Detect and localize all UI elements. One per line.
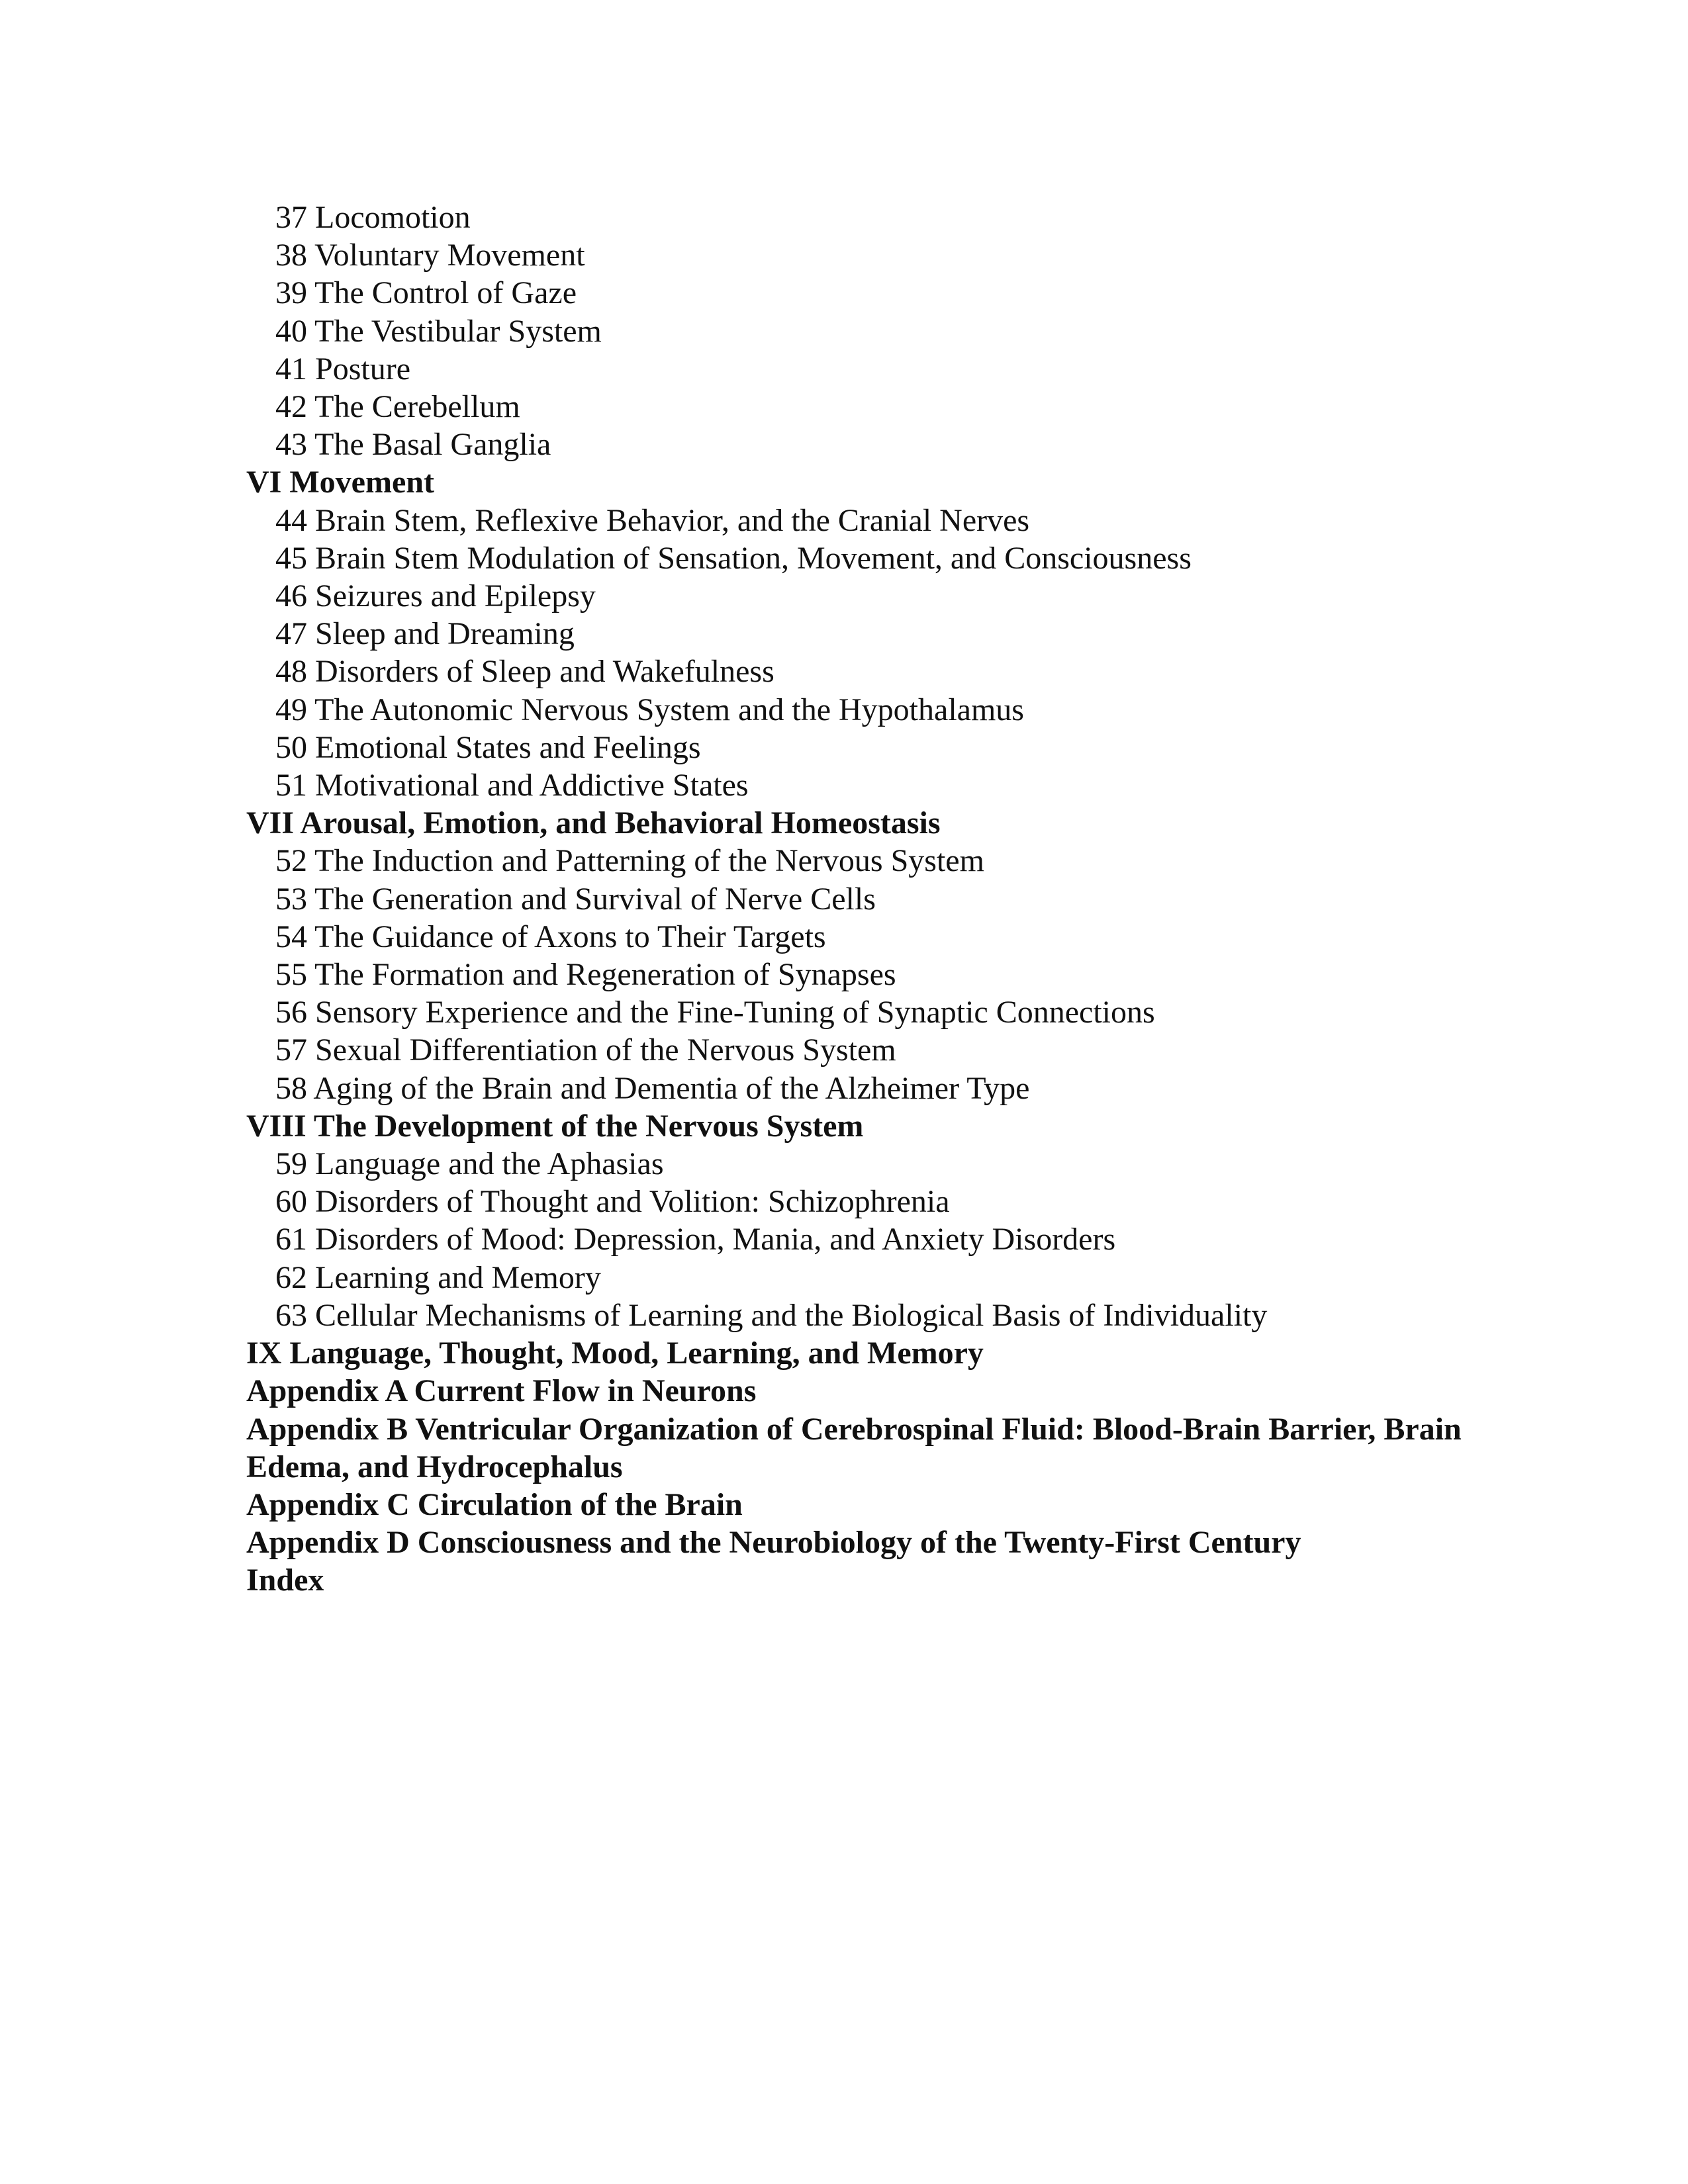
toc-chapter-53: 53 The Generation and Survival of Nerve Cells xyxy=(275,881,876,917)
toc-appendix-a: Appendix A Current Flow in Neurons xyxy=(246,1373,757,1409)
toc-chapter-52: 52 The Induction and Patterning of the Nervous System xyxy=(275,843,984,879)
toc-part-viii: VIII The Development of the Nervous System xyxy=(246,1108,864,1144)
toc-chapter-50: 50 Emotional States and Feelings xyxy=(275,729,701,765)
toc-chapter-40: 40 The Vestibular System xyxy=(275,313,602,349)
toc-chapter-62: 62 Learning and Memory xyxy=(275,1259,601,1295)
toc-chapter-39: 39 The Control of Gaze xyxy=(275,275,577,311)
toc-chapter-60: 60 Disorders of Thought and Volition: Schizophrenia xyxy=(275,1184,950,1220)
toc-part-vi: VI Movement xyxy=(246,465,434,500)
toc-chapter-54: 54 The Guidance of Axons to Their Targets xyxy=(275,919,826,954)
table-of-contents xyxy=(246,199,1504,1600)
toc-part-vii: VII Arousal, Emotion, and Behavioral Homeostasis xyxy=(246,805,941,841)
toc-chapter-37: 37 Locomotion xyxy=(275,200,471,235)
toc-chapter-49: 49 The Autonomic Nervous System and the Hypothalamus xyxy=(275,692,1024,727)
toc-appendix-d: Appendix D Consciousness and the Neurobiology of the Twenty-First Century xyxy=(246,1525,1301,1561)
toc-chapter-45: 45 Brain Stem Modulation of Sensation, Movement, and Consciousness xyxy=(275,540,1192,576)
toc-chapter-59: 59 Language and the Aphasias xyxy=(275,1146,664,1182)
toc-chapter-61: 61 Disorders of Mood: Depression, Mania, and Anxiety Disorders xyxy=(275,1222,1116,1257)
toc-appendix-c: Appendix C Circulation of the Brain xyxy=(246,1486,743,1522)
toc-chapter-44: 44 Brain Stem, Reflexive Behavior, and the Cranial Nerves xyxy=(275,502,1030,538)
toc-chapter-47: 47 Sleep and Dreaming xyxy=(275,616,575,652)
toc-chapter-58: 58 Aging of the Brain and Dementia of the Alzheimer Type xyxy=(275,1070,1030,1106)
toc-chapter-41: 41 Posture xyxy=(275,351,410,387)
toc-chapter-48: 48 Disorders of Sleep and Wakefulness xyxy=(275,654,774,690)
toc-chapter-46: 46 Seizures and Epilepsy xyxy=(275,578,596,614)
toc-chapter-38: 38 Voluntary Movement xyxy=(275,238,585,273)
toc-chapter-63: 63 Cellular Mechanisms of Learning and the Biological Basis of Individuality xyxy=(275,1297,1268,1333)
toc-chapter-43: 43 The Basal Ganglia xyxy=(275,427,551,463)
toc-chapter-51: 51 Motivational and Addictive States xyxy=(275,768,749,803)
toc-chapter-55: 55 The Formation and Regeneration of Synapses xyxy=(275,957,896,993)
toc-index: Index xyxy=(246,1563,324,1598)
toc-chapter-56: 56 Sensory Experience and the Fine-Tuning of Synaptic Connections xyxy=(275,995,1155,1030)
toc-appendix-b: Appendix B Ventricular Organization of Cerebrospinal Fluid: Blood-Brain Barrier, Brain Edema, and Hydrocephalus xyxy=(246,1411,1462,1484)
toc-chapter-42: 42 The Cerebellum xyxy=(275,389,520,425)
toc-chapter-57: 57 Sexual Differentiation of the Nervous System xyxy=(275,1032,896,1068)
toc-part-ix: IX Language, Thought, Mood, Learning, and Memory xyxy=(246,1336,984,1371)
